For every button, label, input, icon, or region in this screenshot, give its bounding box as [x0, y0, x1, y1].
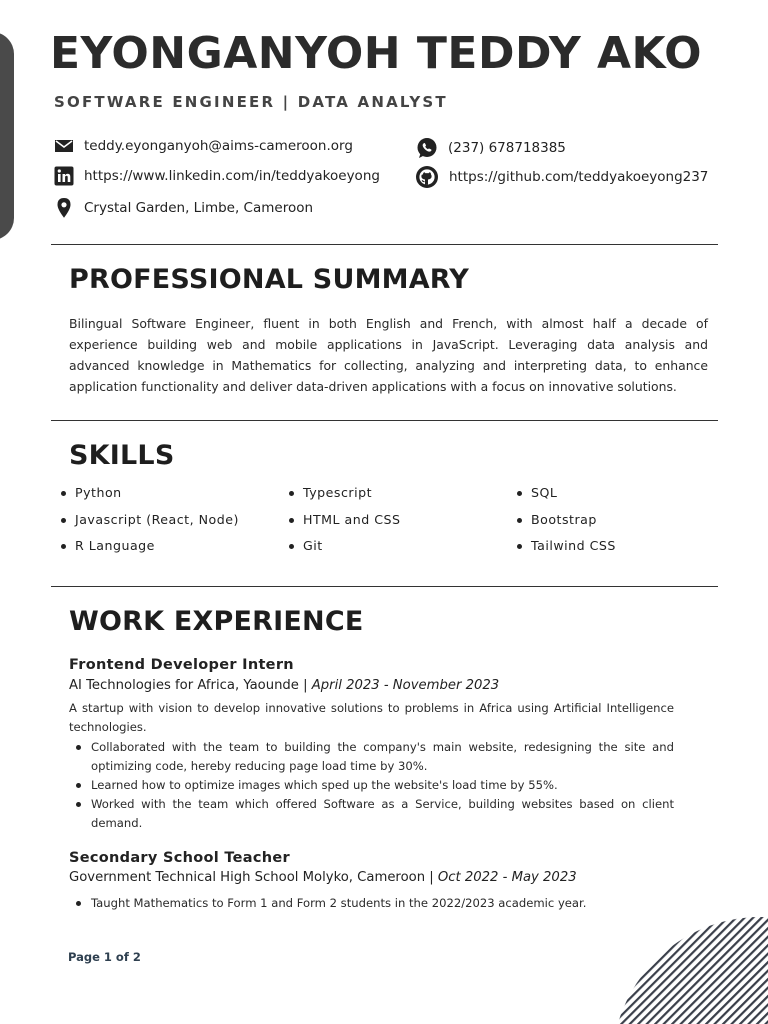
github-icon — [415, 165, 439, 189]
job-description: A startup with vision to develop innovative solutions to problems in Africa using Artificial Intelligence technologies. — [69, 701, 674, 734]
job-organization — [69, 678, 499, 693]
job-dates: April 2023 - November 2023 — [311, 678, 500, 693]
divider — [51, 586, 718, 587]
mail-icon — [54, 138, 74, 154]
skill-item: R Language — [59, 538, 239, 565]
skill-item: Python — [59, 485, 239, 512]
location-pin-icon — [54, 197, 74, 219]
linkedin-url: https://www.linkedin.com/in/teddyakoeyong — [84, 168, 380, 184]
job-org-name: Government Technical High School Molyko, Cameroon | — [69, 870, 438, 885]
skill-item: SQL — [515, 485, 616, 512]
skill-item: Tailwind CSS — [515, 538, 616, 565]
contact-location — [54, 197, 313, 219]
divider — [51, 244, 718, 245]
job-dates: Oct 2022 - May 2023 — [437, 870, 577, 885]
decorative-hatch-circle — [610, 915, 768, 1024]
page-number: Page 1 of 2 — [68, 950, 141, 964]
job-org-name: AI Technologies for Africa, Yaounde | — [69, 678, 312, 693]
job-title: Secondary School Teacher — [69, 850, 290, 866]
github-url: https://github.com/teddyakoeyong237 — [449, 169, 709, 185]
divider — [51, 420, 718, 421]
linkedin-icon — [54, 166, 74, 186]
contact-email[interactable] — [54, 138, 353, 154]
contact-linkedin[interactable] — [54, 166, 380, 186]
whatsapp-icon — [416, 137, 438, 159]
skills-column-2 — [287, 485, 401, 565]
skill-item: Git — [287, 538, 401, 565]
skills-column-3 — [515, 485, 616, 565]
skill-item: Typescript — [287, 485, 401, 512]
skill-item: Javascript (React, Node) — [59, 512, 239, 539]
side-decor-tab — [0, 32, 14, 240]
experience-heading: WORK EXPERIENCE — [69, 606, 364, 637]
list-item: Learned how to optimize images which sped up the website's load time by 55%. — [74, 776, 674, 795]
job-bullets — [74, 894, 674, 913]
location-text: Crystal Garden, Limbe, Cameroon — [84, 200, 314, 216]
contact-phone[interactable] — [416, 137, 566, 159]
phone-text: (237) 678718385 — [448, 140, 566, 156]
job-subtitle: SOFTWARE ENGINEER | DATA ANALYST — [54, 93, 448, 111]
contact-github[interactable] — [415, 165, 708, 189]
skill-item: HTML and CSS — [287, 512, 401, 539]
list-item: Collaborated with the team to building the company's main website, redesigning the site and optimizing code, hereby reducing page load time by 30%. — [74, 738, 674, 776]
email-text: teddy.eyonganyoh@aims-cameroon.org — [84, 138, 353, 154]
job-title: Frontend Developer Intern — [69, 657, 294, 673]
list-item: Taught Mathematics to Form 1 and Form 2 students in the 2022/2023 academic year. — [74, 894, 674, 913]
job-organization — [69, 870, 577, 885]
skills-heading: SKILLS — [69, 440, 175, 471]
job-bullets — [74, 738, 674, 833]
summary-text: Bilingual Software Engineer, fluent in both English and French, with almost half a decade of experience building web and mobile applications in JavaScript. Leveraging data analysis and advanced knowledge in Mathematics for collecting, analyzing and interpreting data, to enhance application functionality and deliver data-driven applications with a focus on innovative solutions. — [69, 316, 708, 394]
skills-column-1 — [59, 485, 239, 565]
candidate-name: EYONGANYOH TEDDY AKO — [50, 28, 703, 79]
summary-heading: PROFESSIONAL SUMMARY — [69, 264, 470, 295]
skill-item: Bootstrap — [515, 512, 616, 539]
list-item: Worked with the team which offered Software as a Service, building websites based on client demand. — [74, 795, 674, 833]
